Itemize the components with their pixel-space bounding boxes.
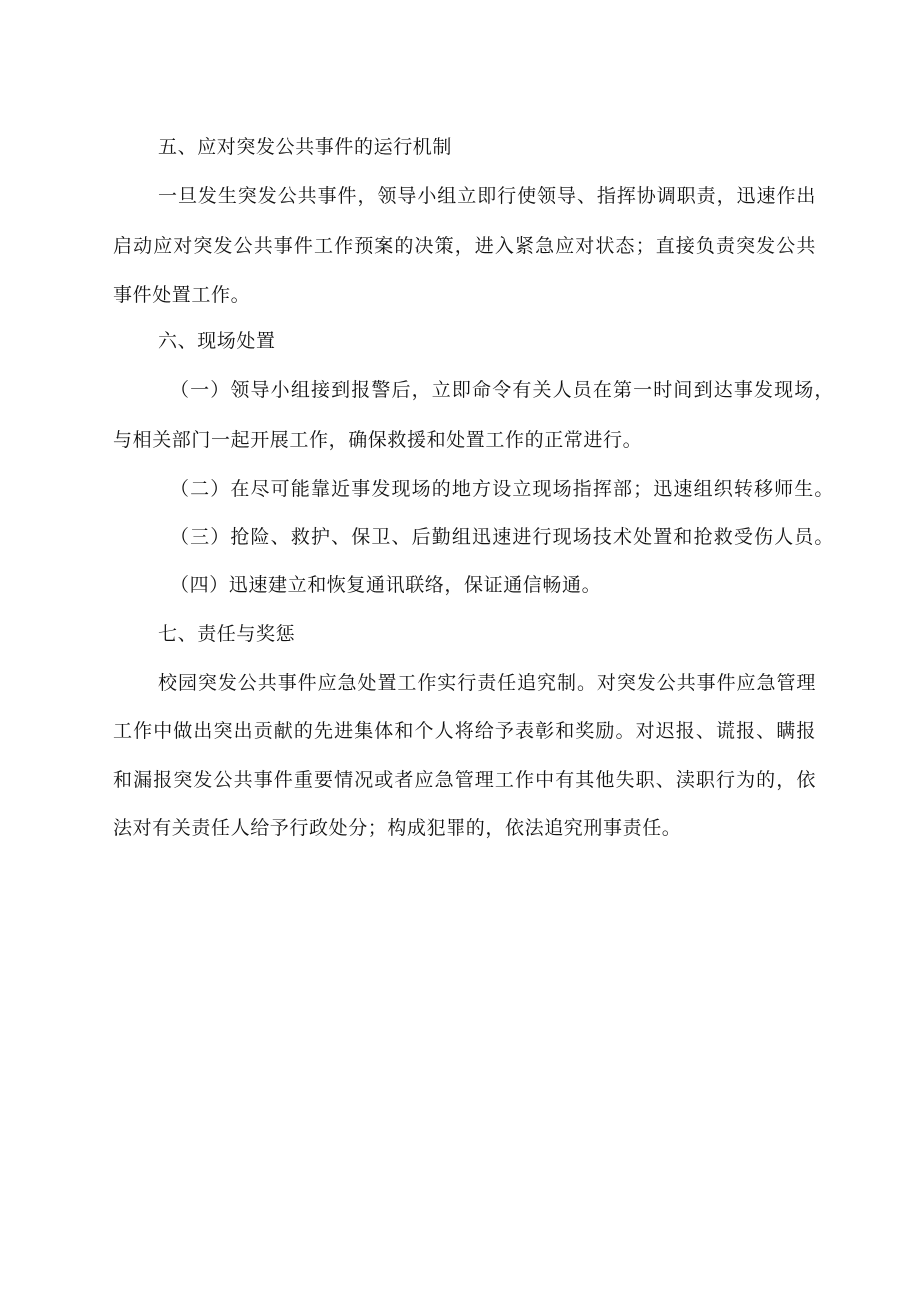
- section-5-para-line-3: 事件处置工作。: [113, 284, 251, 306]
- section-7-para-line-3: 和漏报突发公共事件重要情况或者应急管理工作中有其他失职、渎职行为的，依: [113, 769, 816, 791]
- section-6-heading: 六、现场处置: [158, 330, 276, 352]
- section-7-para-line-1: 校园突发公共事件应急处置工作实行责任追究制。对突发公共事件应急管理: [158, 672, 816, 694]
- section-6-item-2: （二）在尽可能靠近事发现场的地方设立现场指挥部；迅速组织转移师生。: [170, 478, 834, 500]
- section-5-heading: 五、应对突发公共事件的运行机制: [158, 136, 453, 158]
- section-5-para-line-2: 启动应对突发公共事件工作预案的决策，进入紧急应对状态；直接负责突发公共: [113, 235, 816, 257]
- section-6-item-3: （三）抢险、救护、保卫、后勤组迅速进行现场技术处置和抢救受伤人员。: [170, 526, 834, 548]
- section-7-heading: 七、责任与奖惩: [158, 623, 296, 645]
- section-6-item-1-line-2: 与相关部门一起开展工作，确保救援和处置工作的正常进行。: [113, 429, 643, 451]
- section-7-para-line-2: 工作中做出突出贡献的先进集体和个人将给予表彰和奖励。对迟报、谎报、瞒报: [113, 720, 816, 742]
- section-7-para-line-4: 法对有关责任人给予行政处分；构成犯罪的，依法追究刑事责任。: [113, 817, 682, 839]
- section-6-item-4: （四）迅速建立和恢复通讯联络，保证通信畅通。: [170, 574, 602, 596]
- section-5-para-line-1: 一旦发生突发公共事件，领导小组立即行使领导、指挥协调职责，迅速作出: [158, 185, 816, 207]
- section-6-item-1-line-1: （一）领导小组接到报警后，立即命令有关人员在第一时间到达事发现场，: [170, 379, 834, 401]
